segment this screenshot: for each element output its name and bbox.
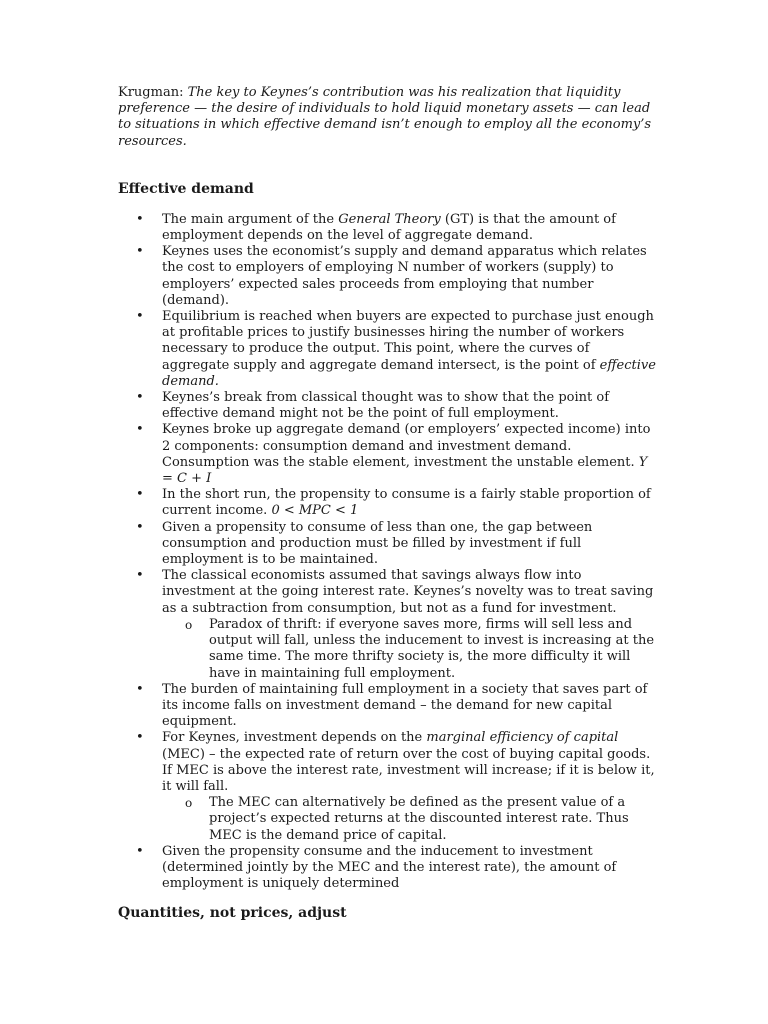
list-item: • The main argument of the General Theory (GT) is that the amount of employment depends on the level of aggregate demand. bbox=[162, 212, 658, 244]
list-item: • Keynes broke up aggregate demand (or employers’ expected income) into 2 components: consumption demand and investment demand. Consumption was the stable element, investment the unstable element. Y = C + I bbox=[162, 422, 658, 487]
equation-mpc: 0 < MPC < 1 bbox=[271, 503, 359, 519]
sub-list bbox=[162, 617, 658, 682]
list-item: • Keynes uses the economist’s supply and demand apparatus which relates the cost to employers of employing N number of workers (supply) to employers’ expected sales proceeds from employing that number (demand). bbox=[162, 244, 658, 309]
list-item: • For Keynes, investment depends on the marginal efficiency of capital (MEC) – the expected rate of return over the cost of buying capital goods. If MEC is above the interest rate, investment will increase; if it is below it, it will fall. o The MEC can alternatively be defined as the present value of a project’s expected returns at the discounted interest rate. Thus MEC is the demand price of capital. bbox=[162, 730, 658, 843]
section-heading-effective-demand: Effective demand bbox=[118, 180, 254, 197]
quote-author: Krugman: bbox=[118, 85, 184, 100]
list-item: • The burden of maintaining full employment in a society that saves part of its income falls on investment demand – the demand for new capital equipment. bbox=[162, 682, 658, 731]
krugman-quote bbox=[118, 85, 658, 150]
effective-demand-list bbox=[118, 212, 658, 893]
sub-list-item: o The MEC can alternatively be defined as the present value of a project’s expected returns at the discounted interest rate. Thus MEC is the demand price of capital. bbox=[209, 795, 658, 844]
document-page bbox=[118, 85, 658, 936]
list-item: • Given a propensity to consume of less than one, the gap between consumption and production must be filled by investment if full employment is to be maintained. bbox=[162, 520, 658, 569]
book-title: General Theory bbox=[338, 211, 441, 227]
list-item: • Given the propensity consume and the inducement to investment (determined jointly by the MEC and the interest rate), the amount of employment is uniquely determined bbox=[162, 844, 658, 893]
term-effective-demand: effective demand. bbox=[162, 357, 656, 389]
term-mec: marginal efficiency of capital bbox=[426, 730, 619, 746]
list-item: • The classical economists assumed that savings always flow into investment at the going interest rate. Keynes’s novelty was to treat saving as a subtraction from consumption, but not as a fund for investment. o Paradox of thrift: if everyone saves more, firms will sell less and output will fall, unless the inducement to invest is increasing at the same time. The more thrifty society is, the more difficulty it will have in maintaining full employment. bbox=[162, 568, 658, 681]
sub-list bbox=[162, 795, 658, 844]
section-heading-quantities: Quantities, not prices, adjust bbox=[118, 905, 347, 922]
quote-text: The key to Keynes’s contribution was his realization that liquidity preference — the desire of individuals to hold liquid monetary assets — can lead to situations in which effective demand isn’t enough to employ all the economy’s resources. bbox=[118, 85, 652, 149]
list-item: • Equilibrium is reached when buyers are expected to purchase just enough at profitable prices to justify businesses hiring the number of workers necessary to produce the output. This point, where the curves of aggregate supply and aggregate demand intersect, is the point of effective demand. bbox=[162, 309, 658, 390]
list-item: • Keynes’s break from classical thought was to show that the point of effective demand might not be the point of full employment. bbox=[162, 390, 658, 422]
equation-yci: Y = C + I bbox=[162, 454, 648, 487]
sub-list-item: o Paradox of thrift: if everyone saves more, firms will sell less and output will fall, unless the inducement to invest is increasing at the same time. The more thrifty society is, the more difficulty it will have in maintaining full employment. bbox=[209, 617, 658, 682]
list-item: • In the short run, the propensity to consume is a fairly stable proportion of current income. 0 < MPC < 1 bbox=[162, 487, 658, 519]
